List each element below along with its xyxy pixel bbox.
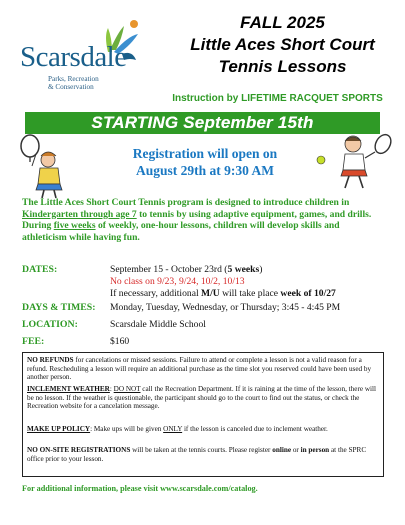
registration-line-2: August 29th at 9:30 AM (135, 163, 274, 178)
dates-label: DATES: (22, 264, 58, 275)
intro-text-3: of weekly, one-hour lessons, children will develop skills and athleticism while having fun. (22, 220, 340, 243)
logo-subtitle-line2: & Conservation (48, 83, 94, 91)
days-times-label: DAYS & TIMES: (22, 302, 96, 313)
intro-text-2: to tennis by using adaptive equipment, games, and drills. During (22, 208, 372, 231)
intro-text-1: The Little Aces Short Court Tennis program is designed to introduce children in (22, 197, 350, 208)
dates-range-close: ) (259, 264, 263, 275)
makeup-text-2: will take place (219, 288, 281, 299)
tennis-girl-illustration (12, 132, 82, 200)
makeup-policy-only: ONLY (163, 425, 183, 433)
location-value: Scarsdale Middle School (110, 319, 206, 330)
no-class-dates: No class on 9/23, 9/24, 10/2, 10/13 (110, 276, 245, 287)
days-times-value: Monday, Tuesday, Wednesday, or Thursday; 3:45 - 4:45 PM (110, 302, 341, 313)
dates-range-text: September 15 - October 23rd ( (110, 264, 228, 275)
intro-duration: five weeks (53, 220, 96, 231)
weather-policy-text: call the Recreation Department. If it is raining at the time of the lesson, there will be no lesson. If the weather is questionable, the participant should go to the court to find out the status, or check the Recreation website for a cancelation message. (27, 385, 377, 411)
fee-value: $160 (110, 336, 130, 347)
logo-wordmark: Scarsdale (20, 41, 127, 73)
title-season: FALL 2025 (240, 13, 325, 32)
dates-range (110, 264, 262, 275)
refund-policy (27, 356, 381, 382)
intro-age-range: Kindergarten through age 7 (22, 208, 137, 220)
weather-policy-title: INCLEMENT WEATHER (27, 385, 110, 393)
onsite-policy-title: NO ON-SITE REGISTRATIONS (27, 446, 131, 454)
refund-policy-title: NO REFUNDS (27, 356, 74, 364)
logo-subtitle-line1: Parks, Recreation (48, 75, 99, 83)
makeup-text-1: If necessary, additional (110, 288, 202, 299)
makeup-policy-text-1: : Make ups will be given (90, 425, 164, 433)
start-banner-text: STARTING September 15th (91, 113, 314, 132)
registration-line-1: Registration will open on (132, 146, 278, 161)
program-description (22, 197, 384, 243)
onsite-registration-policy (27, 446, 381, 463)
onsite-in-person: in person (300, 446, 330, 454)
makeup-week: week of 10/27 (280, 288, 336, 299)
refund-policy-text: for cancelations or missed sessions. Failure to attend or complete a lesson is not a valid reason for a refund. Rescheduling a lesson will require an additional purchase as the time slot you reserved could have been used by another person. (27, 356, 372, 382)
makeup-policy (27, 425, 381, 434)
fee-label: FEE: (22, 336, 45, 347)
instructor-credit: Instruction by LIFETIME RACQUET SPORTS (172, 93, 383, 104)
footer-info-link[interactable]: For additional information, please visit www.scarsdale.com/catalog. (22, 484, 258, 493)
title-lessons: Tennis Lessons (218, 57, 347, 76)
dates-weeks: 5 weeks (227, 264, 260, 275)
weather-do-not: DO NOT (113, 385, 141, 393)
makeup-policy-text-2: if the lesson is canceled due to inclement weather. (182, 425, 328, 433)
weather-policy-sep: : (109, 385, 114, 393)
makeup-abbrev: M/U (201, 288, 220, 299)
makeup-policy-title: MAKE UP POLICY (27, 425, 91, 433)
logo-subtitle (48, 75, 99, 91)
onsite-policy-text-2: or (291, 446, 301, 454)
tennis-boy-illustration (315, 130, 395, 190)
onsite-policy-text-3: at the SPRC office prior to your lesson. (27, 446, 367, 463)
makeup-dates (110, 288, 336, 299)
title-program: Little Aces Short Court (190, 35, 375, 54)
weather-policy (27, 385, 381, 411)
onsite-policy-text-1: will be taken at the tennis courts. Please register (130, 446, 273, 454)
onsite-online: online (272, 446, 292, 454)
location-label: LOCATION: (22, 319, 78, 330)
